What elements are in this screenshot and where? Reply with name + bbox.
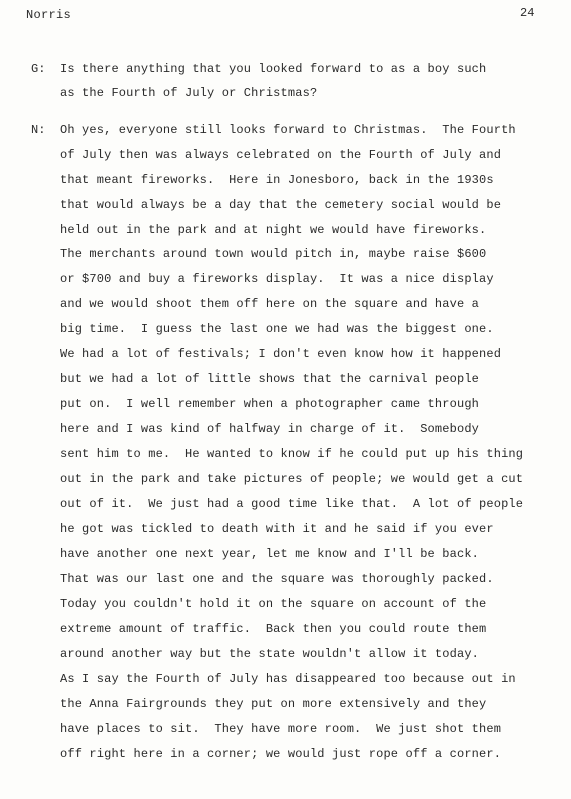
transcript-line: and we would shoot them off here on the square and have a: [60, 297, 480, 311]
transcript-line: the Anna Fairgrounds they put on more extensively and they: [60, 697, 487, 711]
transcript-line: around another way but the state wouldn't allow it today.: [60, 647, 480, 661]
speaker-label: N:: [31, 123, 46, 137]
transcript-line: Is there anything that you looked forward to as a boy such: [60, 62, 487, 76]
transcript-line: here and I was kind of halfway in charge of it. Somebody: [60, 422, 480, 436]
transcript-line: but we had a lot of little shows that the carnival people: [60, 372, 480, 386]
transcript-line: out in the park and take pictures of people; we would get a cut: [60, 472, 524, 486]
transcript-line: have another one next year, let me know and I'll be back.: [60, 547, 480, 561]
running-header-name: Norris: [26, 8, 72, 22]
speaker-label: G:: [31, 62, 46, 76]
transcript-line: big time. I guess the last one we had was the biggest one.: [60, 322, 494, 336]
transcript-line: sent him to me. He wanted to know if he could put up his thing: [60, 447, 524, 461]
transcript-line: put on. I well remember when a photographer came through: [60, 397, 480, 411]
transcript-line: off right here in a corner; we would just rope off a corner.: [60, 747, 502, 761]
transcript-line: or $700 and buy a fireworks display. It was a nice display: [60, 272, 494, 286]
transcript-line: As I say the Fourth of July has disappeared too because out in: [60, 672, 516, 686]
transcript-line: Oh yes, everyone still looks forward to Christmas. The Fourth: [60, 123, 516, 137]
transcript-line: We had a lot of festivals; I don't even know how it happened: [60, 347, 502, 361]
transcript-line: out of it. We just had a good time like that. A lot of people: [60, 497, 524, 511]
transcript-line: extreme amount of traffic. Back then you could route them: [60, 622, 487, 636]
page-number: 24: [520, 6, 535, 20]
transcript-line: that meant fireworks. Here in Jonesboro, back in the 1930s: [60, 173, 494, 187]
transcript-line: of July then was always celebrated on the Fourth of July and: [60, 148, 502, 162]
transcript-line: That was our last one and the square was thoroughly packed.: [60, 572, 494, 586]
transcript-line: as the Fourth of July or Christmas?: [60, 86, 318, 100]
transcript-line: he got was tickled to death with it and he said if you ever: [60, 522, 494, 536]
transcript-line: that would always be a day that the cemetery social would be: [60, 198, 502, 212]
transcript-line: The merchants around town would pitch in, maybe raise $600: [60, 247, 487, 261]
transcript-line: held out in the park and at night we would have fireworks.: [60, 223, 487, 237]
transcript-line: Today you couldn't hold it on the square on account of the: [60, 597, 487, 611]
transcript-line: have places to sit. They have more room. We just shot them: [60, 722, 502, 736]
